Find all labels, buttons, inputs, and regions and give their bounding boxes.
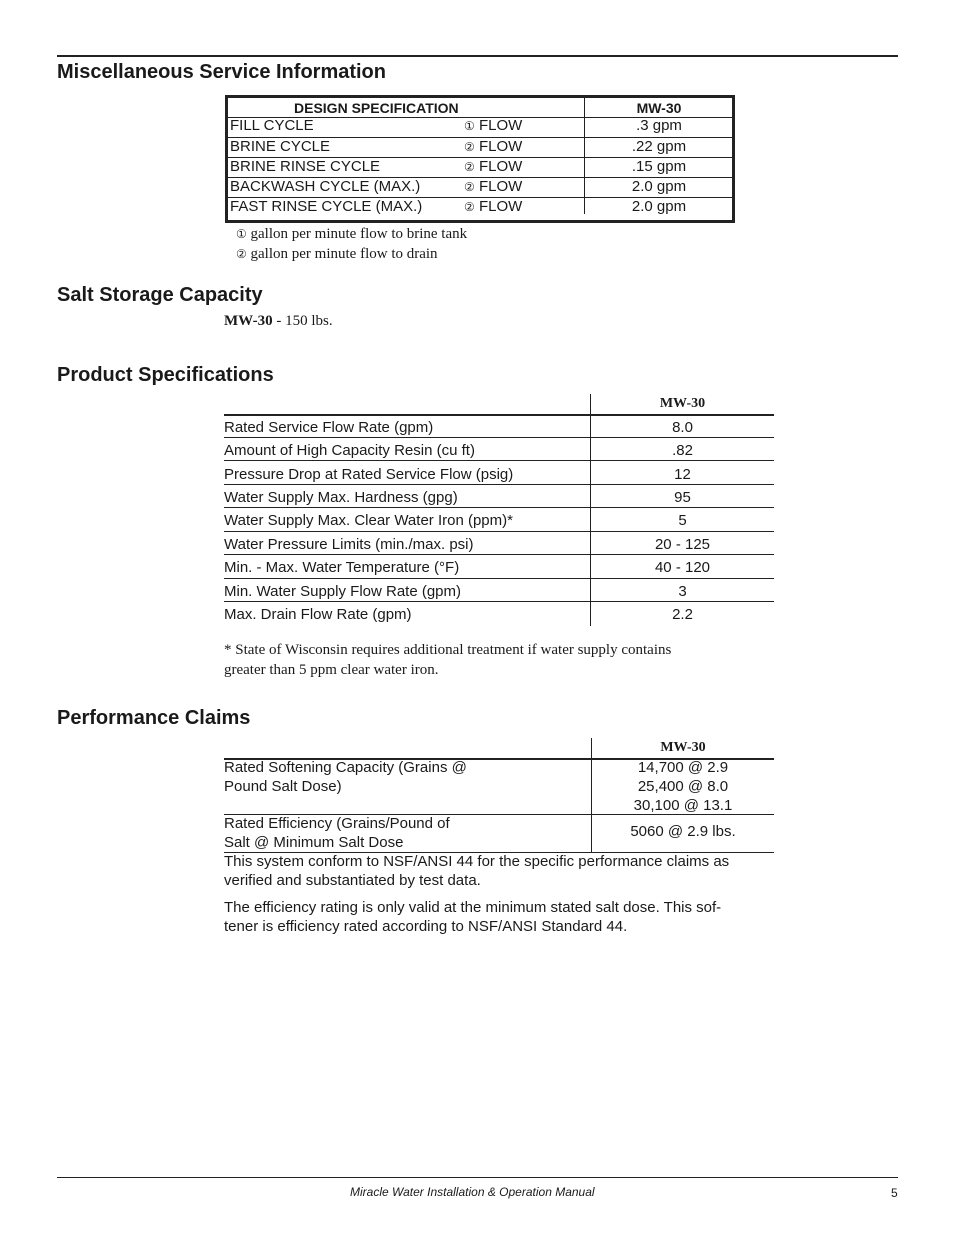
efficiency-label [224, 814, 450, 852]
spec-label: Amount of High Capacity Resin (cu ft) [224, 442, 475, 459]
spec-label: Pressure Drop at Rated Service Flow (psig) [224, 466, 514, 483]
label-line: Pound Salt Dose) [224, 778, 342, 795]
header-model: MW-30 [659, 396, 706, 411]
spec-label: Water Pressure Limits (min./max. psi) [224, 536, 474, 553]
flow-label: FLOW [478, 158, 523, 175]
footnote-text: gallon per minute flow to drain [250, 246, 438, 262]
row-value: .22 gpm [631, 138, 687, 155]
row-label: BRINE CYCLE [230, 138, 331, 155]
capacity-value: 14,700 @ 2.9 [637, 759, 729, 776]
row-label: FILL CYCLE [230, 117, 314, 134]
paragraph-line: The efficiency rating is only valid at the minimum stated salt dose. This sof- [224, 899, 722, 916]
row-divider [224, 484, 774, 485]
row-value: .3 gpm [636, 117, 682, 134]
header-design-spec: DESIGN SPECIFICATION [294, 100, 459, 116]
table-header-row [228, 98, 732, 118]
row-divider [224, 437, 774, 438]
row-value: .15 gpm [631, 158, 687, 175]
spec-label: Max. Drain Flow Rate (gpm) [224, 606, 412, 623]
performance-table [224, 738, 774, 854]
spec-value: 2.2 [672, 606, 693, 623]
capacity-label [224, 758, 467, 796]
circled-marker: ② [464, 140, 475, 154]
footnote-drain [236, 246, 438, 263]
table-row [228, 137, 732, 157]
row-divider [224, 460, 774, 461]
efficiency-value: 5060 @ 2.9 lbs. [630, 823, 736, 840]
row-divider [224, 601, 774, 602]
capacity-value: 25,400 @ 8.0 [637, 778, 729, 795]
wisconsin-footnote [224, 640, 671, 680]
table-row [228, 116, 732, 136]
table-row [228, 177, 732, 197]
salt-capacity-value: - 150 lbs. [272, 313, 333, 329]
circled-marker: ② [464, 180, 475, 194]
spec-label: Water Supply Max. Clear Water Iron (ppm)* [224, 512, 513, 529]
footnote-line: * State of Wisconsin requires additional treatment if water supply contains [224, 642, 672, 658]
footnote-line: greater than 5 ppm clear water iron. [224, 662, 439, 678]
row-divider [224, 554, 774, 555]
footnote-text: gallon per minute flow to brine tank [250, 226, 468, 242]
row-divider [224, 531, 774, 532]
header-model: MW-30 [660, 740, 706, 755]
spec-value: 95 [674, 489, 691, 506]
salt-model: MW-30 [224, 313, 273, 329]
capacity-values [592, 758, 774, 815]
column-divider [584, 98, 585, 214]
label-line: Rated Softening Capacity (Grains @ [224, 759, 467, 776]
section-title-misc: Miscellaneous Service Information [57, 61, 386, 83]
footer-title: Miracle Water Installation & Operation Manual [350, 1185, 595, 1199]
page-number: 5 [891, 1186, 898, 1200]
flow-label: FLOW [478, 138, 523, 155]
design-spec-table [225, 95, 735, 223]
salt-capacity-line [224, 313, 333, 330]
efficiency-rating-paragraph [224, 898, 774, 936]
section-title-product: Product Specifications [57, 364, 274, 386]
circled-marker: ② [464, 160, 475, 174]
footnote-brine-tank [236, 226, 467, 243]
circled-marker: ② [464, 200, 475, 214]
header-rule [224, 414, 774, 416]
top-rule [57, 55, 898, 57]
table-row [228, 197, 732, 217]
paragraph-line: tener is efficiency rated according to NSF/ANSI Standard 44. [224, 918, 628, 935]
row-value: 2.0 gpm [631, 178, 687, 195]
row-label: BACKWASH CYCLE (MAX.) [230, 178, 421, 195]
row-label: BRINE RINSE CYCLE [230, 158, 381, 175]
spec-value: 5 [678, 512, 687, 529]
spec-value: 12 [674, 466, 691, 483]
spec-value: 8.0 [672, 419, 693, 436]
spec-value: .82 [672, 442, 693, 459]
product-spec-table [224, 394, 774, 626]
capacity-value: 30,100 @ 13.1 [633, 797, 733, 814]
header-model: MW-30 [636, 100, 682, 116]
spec-label: Rated Service Flow Rate (gpm) [224, 419, 434, 436]
spec-value: 40 - 120 [654, 559, 711, 576]
flow-label: FLOW [478, 178, 523, 195]
row-value: 2.0 gpm [631, 198, 687, 215]
section-title-performance: Performance Claims [57, 707, 251, 729]
flow-label: FLOW [478, 117, 523, 134]
circled-marker: ① [236, 227, 247, 241]
row-label: FAST RINSE CYCLE (MAX.) [230, 198, 423, 215]
paragraph-line: This system conform to NSF/ANSI 44 for the specific performance claims as [224, 853, 730, 870]
spec-value: 3 [678, 583, 687, 600]
flow-label: FLOW [478, 198, 523, 215]
label-line: Rated Efficiency (Grains/Pound of [224, 815, 450, 832]
paragraph-line: verified and substantiated by test data. [224, 872, 481, 889]
label-line: Salt @ Minimum Salt Dose [224, 834, 404, 851]
footer-rule [57, 1177, 898, 1178]
spec-label: Water Supply Max. Hardness (gpg) [224, 489, 458, 506]
spec-value: 20 - 125 [654, 536, 711, 553]
spec-label: Min. Water Supply Flow Rate (gpm) [224, 583, 462, 600]
nsf-conformance-paragraph [224, 852, 774, 890]
circled-marker: ② [236, 247, 247, 261]
spec-label: Min. - Max. Water Temperature (°F) [224, 559, 460, 576]
section-title-salt: Salt Storage Capacity [57, 284, 263, 306]
table-row [228, 157, 732, 177]
column-divider [590, 394, 591, 626]
circled-marker: ① [464, 119, 475, 133]
row-divider [224, 507, 774, 508]
column-divider [591, 738, 592, 852]
row-divider [224, 578, 774, 579]
